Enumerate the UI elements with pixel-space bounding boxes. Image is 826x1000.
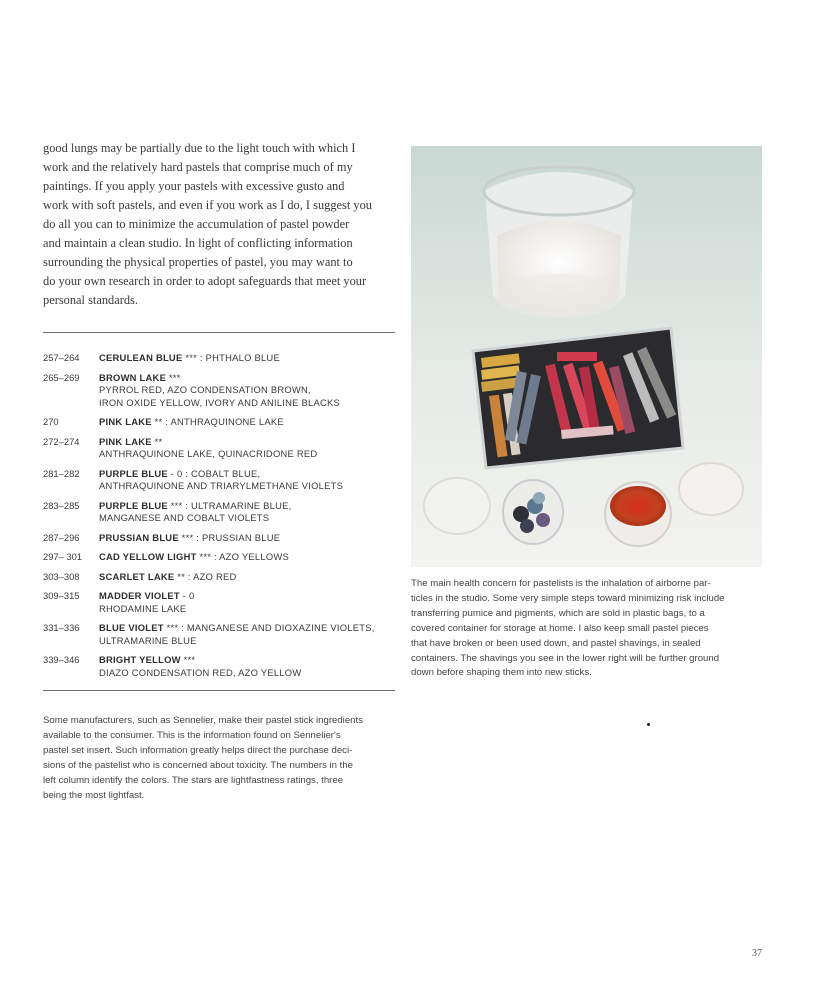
pigment-text: ANTHRAQUINONE AND TRIARYLMETHANE VIOLETS: [99, 480, 344, 491]
body-line: good lungs may be partially due to the light touch with which I: [43, 141, 356, 155]
body-line: paintings. If you apply your pastels with excessive gusto and: [43, 179, 345, 193]
body-line: work with soft pastels, and even if you work as I do, I suggest you: [43, 198, 372, 212]
color-row: [43, 372, 398, 410]
color-name: PINK LAKE: [99, 435, 152, 447]
lightfastness-stars: ***: [163, 622, 182, 633]
color-number: 331–336: [43, 622, 80, 633]
caption-line: transferring pumice and pigments, which are sold in plastic bags, to a: [411, 607, 705, 619]
body-text: [43, 139, 398, 310]
pigment-text: MANGANESE AND COBALT VIOLETS: [99, 512, 270, 523]
color-number: 272–274: [43, 435, 80, 447]
caption-line: containers. The shavings you see in the lower right will be further ground: [411, 652, 720, 664]
pigment-text: IRON OXIDE YELLOW, IVORY AND ANILINE BLACKS: [99, 396, 341, 408]
color-number: 270: [43, 416, 59, 427]
color-name: SCARLET LAKE: [99, 570, 175, 582]
pigment-text: : COBALT BLUE,: [185, 467, 261, 479]
pigment-text: : ANTHRAQUINONE LAKE: [165, 416, 284, 427]
pigment-text: : AZO RED: [187, 570, 237, 582]
lightfastness-stars: **: [174, 570, 188, 582]
stray-mark: [647, 723, 650, 726]
lightfastness-stars: ***: [196, 551, 214, 562]
lightfastness-stars: - 0: [167, 467, 186, 479]
color-row: [43, 436, 398, 461]
caption-line: pastel set insert. Such information greatly helps direct the purchase deci-: [43, 744, 353, 756]
color-name: BROWN LAKE: [99, 371, 167, 383]
color-name: PURPLE BLUE: [99, 467, 168, 479]
color-number: 287–296: [43, 531, 80, 543]
lightfastness-stars: ***: [180, 654, 196, 665]
caption-line: being the most lightfast.: [43, 789, 145, 801]
color-description: [99, 551, 398, 564]
color-name: PURPLE BLUE: [99, 499, 168, 511]
color-row: [43, 622, 398, 647]
color-description: [99, 532, 398, 545]
color-description: [99, 500, 398, 525]
caption-line: Some manufacturers, such as Sennelier, make their pastel stick ingredients: [43, 715, 363, 726]
color-description: [99, 468, 398, 493]
caption-line: down before shaping them into new sticks.: [411, 667, 592, 679]
color-name: BRIGHT YELLOW: [99, 654, 181, 665]
color-number: 339–346: [43, 654, 80, 665]
color-number: 297– 301: [43, 551, 83, 562]
body-line: do your own research in order to adopt safeguards that meet your: [43, 274, 367, 288]
lightfastness-stars: ***: [167, 499, 186, 511]
pigment-text: ANTHRAQUINONE LAKE, QUINACRIDONE RED: [99, 448, 318, 459]
pigment-text: DIAZO CONDENSATION RED, AZO YELLOW: [99, 666, 302, 678]
pigment-text: : PHTHALO BLUE: [199, 352, 280, 363]
pigment-text: : MANGANESE AND DIOXAZINE VIOLETS,: [181, 622, 375, 633]
caption-line: that have broken or been used down, and pastel shavings, in sealed: [411, 637, 701, 649]
color-description: [99, 571, 398, 584]
top-divider: [43, 332, 395, 333]
caption-line: The main health concern for pastelists is the inhalation of airborne par-: [411, 578, 711, 589]
pigment-text: RHODAMINE LAKE: [99, 602, 187, 614]
color-description: [99, 416, 398, 429]
lightfastness-stars: ***: [178, 531, 197, 543]
color-row: [43, 571, 398, 584]
powder-jar: [484, 167, 634, 318]
color-name: PRUSSIAN BLUE: [99, 531, 179, 543]
color-row: [43, 500, 398, 525]
pigment-text: : PRUSSIAN BLUE: [196, 531, 281, 543]
color-row: [43, 352, 398, 365]
lightfastness-stars: ***: [182, 352, 200, 363]
pigment-text: : AZO YELLOWS: [213, 551, 289, 562]
color-number: 303–308: [43, 570, 80, 582]
caption-line: ticles in the studio. Some very simple steps toward minimizing risk include: [411, 592, 725, 604]
color-row: [43, 532, 398, 545]
color-number: 283–285: [43, 499, 80, 511]
caption-line: covered container for storage at home. I also keep small pastel pieces: [411, 622, 709, 634]
color-description: [99, 590, 398, 615]
left-caption: [43, 714, 403, 803]
color-row: [43, 551, 398, 564]
caption-line: available to the consumer. This is the information found on Sennelier's: [43, 729, 341, 741]
pigment-text: PYRROL RED, AZO CONDENSATION BROWN,: [99, 384, 311, 395]
color-number: 257–264: [43, 352, 80, 363]
color-description: [99, 352, 398, 365]
color-number: 309–315: [43, 590, 80, 601]
pastel-containers-photo: [411, 146, 762, 567]
photo-caption: [411, 577, 771, 681]
pigment-text: : ULTRAMARINE BLUE,: [185, 499, 292, 511]
color-row: [43, 416, 398, 429]
pastel-box: [473, 328, 683, 468]
caption-line: left column identify the colors. The stars are lightfastness ratings, three: [43, 774, 344, 786]
body-line: and maintain a clean studio. In light of conflicting information: [43, 236, 353, 250]
body-line: surrounding the physical properties of pastel, you may want to: [43, 255, 353, 269]
lightfastness-stars: **: [151, 416, 166, 427]
page-number: 37: [752, 948, 762, 959]
color-name: PINK LAKE: [99, 416, 152, 427]
color-description: [99, 372, 398, 410]
color-row: [43, 468, 398, 493]
body-line: do all you can to minimize the accumulation of pastel powder: [43, 217, 350, 231]
color-row: [43, 654, 398, 679]
color-name: CERULEAN BLUE: [99, 352, 183, 363]
color-number: 281–282: [43, 467, 80, 479]
color-row: [43, 590, 398, 615]
body-line: personal standards.: [43, 293, 138, 307]
caption-line: sions of the pastelist who is concerned about toxicity. The numbers in the: [43, 759, 354, 771]
color-description: [99, 654, 398, 679]
color-name: MADDER VIOLET: [99, 590, 180, 601]
pigment-text: ULTRAMARINE BLUE: [99, 634, 197, 646]
photo-illustration: [411, 146, 762, 567]
color-description: [99, 622, 398, 647]
bottom-divider: [43, 690, 395, 691]
color-table: [43, 352, 398, 686]
color-name: CAD YELLOW LIGHT: [99, 551, 197, 562]
lightfastness-stars: ***: [166, 371, 181, 383]
lightfastness-stars: **: [151, 435, 163, 447]
color-number: 265–269: [43, 371, 80, 383]
color-name: BLUE VIOLET: [99, 622, 164, 633]
color-description: [99, 436, 398, 461]
lightfastness-stars: - 0: [179, 590, 195, 601]
body-line: work and the relatively hard pastels that comprise much of my: [43, 160, 353, 174]
